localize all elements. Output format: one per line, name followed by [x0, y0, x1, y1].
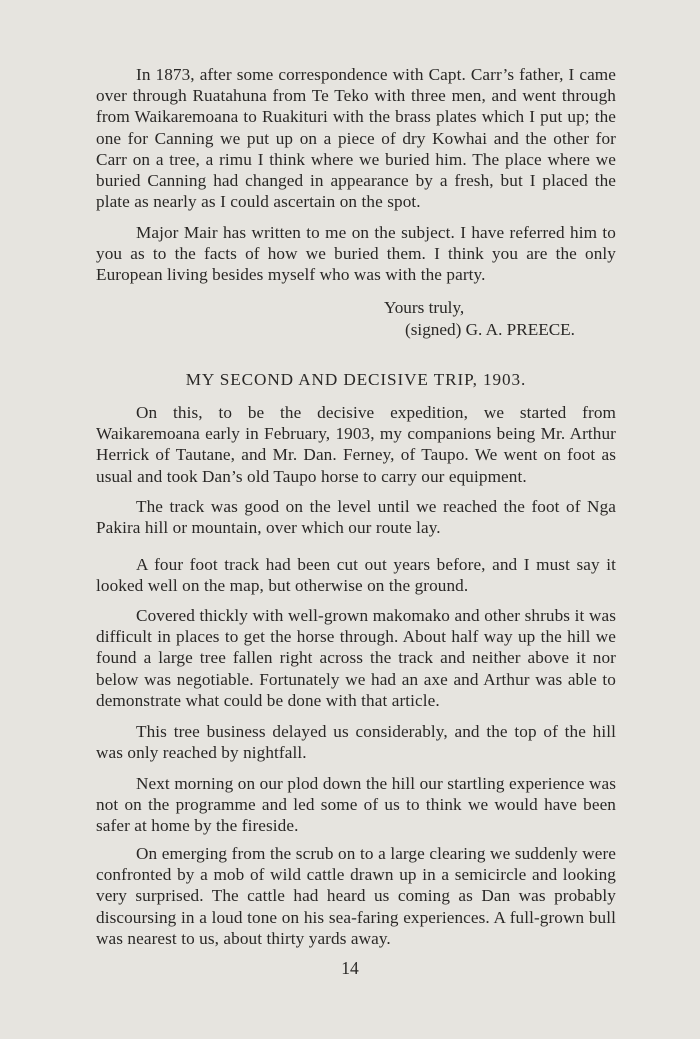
letter-signature: (signed) G. A. PREECE.: [405, 320, 575, 339]
section-paragraph-7-block: [96, 843, 616, 949]
section-paragraph: On emerging from the scrub on to a large clearing we suddenly were confronted by a mob of wild cattle drawn up in a semicircle and looking very surprised. The cattle had heard us coming as Dan was probably discoursing in a loud tone on his sea-faring experiences. A full-grown bull was nearest to us, about thirty yards away.: [96, 844, 616, 948]
section-paragraph: The track was good on the level until we reached the foot of Nga Pakira hill or mountain, over which our route lay.: [96, 497, 616, 538]
section-paragraph: Next morning on our plod down the hill our startling experience was not on the programme and led some of us to think we would have been safer at home by the fireside.: [96, 774, 616, 836]
section-paragraph-3-block: [96, 554, 616, 596]
letter-paragraph: In 1873, after some correspondence with Capt. Carr’s father, I came over through Ruatahuna from Te Teko with three men, and went through from Waikaremoana to Ruakituri with the brass plates which I put up; the one for Canning we put up on a piece of dry Kowhai and the other for Carr on a tree, a rimu I think where we buried him. The place where we buried Canning had changed in appearance by a fresh, but I placed the plate as nearly as I could ascertain on the spot.: [96, 65, 616, 212]
section-paragraph: Covered thickly with well-grown makomako and other shrubs it was difficult in places to get the horse through. About half way up the hill we found a large tree fallen right across the track and neither above it nor below was negotiable. Fortunately we had an axe and Arthur was able to demonstrate what could be done with that article.: [96, 606, 616, 710]
section-paragraph-1-block: [96, 402, 616, 487]
section-paragraph: On this, to be the decisive expedition, we started from Waikaremoana early in February, 1903, my companions being Mr. Arthur Herrick of Tautane, and Mr. Dan. Ferney, of Taupo. We went on foot as usual and took Dan’s old Taupo horse to carry our equipment.: [96, 403, 616, 486]
letter-closing: Yours truly,: [384, 298, 465, 317]
letter-paragraph-2-block: [96, 222, 616, 286]
section-paragraph: A four foot track had been cut out years before, and I must say it looked well on the map, but otherwise on the ground.: [96, 555, 616, 596]
section-paragraph-2-block: [96, 496, 616, 538]
letter-paragraph-1-block: [96, 64, 616, 212]
section-paragraph-5-block: [96, 721, 616, 763]
section-paragraph: This tree business delayed us considerably, and the top of the hill was only reached by nightfall.: [96, 722, 616, 763]
page-number: 14: [341, 958, 359, 978]
section-paragraph-4-block: [96, 605, 616, 711]
section-heading: MY SECOND AND DECISIVE TRIP, 1903.: [185, 370, 527, 389]
section-paragraph-6-block: [96, 773, 616, 837]
letter-paragraph: Major Mair has written to me on the subject. I have referred him to you as to the facts of how we buried them. I think you are the only European living besides myself who was with the party.: [96, 223, 616, 285]
